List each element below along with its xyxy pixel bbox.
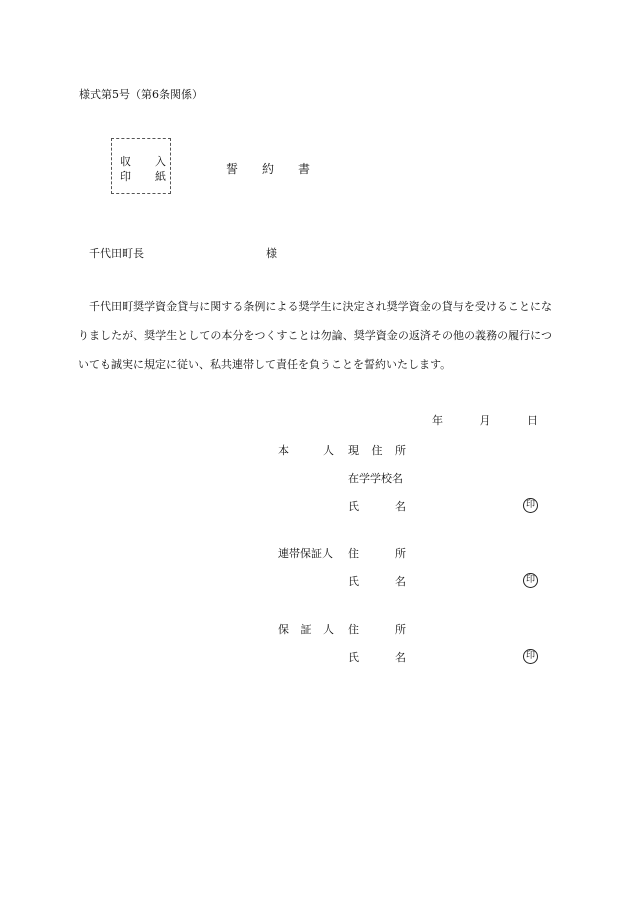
- date-month: 月: [479, 414, 491, 427]
- role-char: 人: [323, 623, 334, 636]
- label-current-address: [348, 442, 406, 458]
- seal-mark: 印: [523, 573, 538, 588]
- role-char: 人: [323, 444, 334, 457]
- label-char: 所: [395, 623, 406, 636]
- role-char: 保: [278, 623, 289, 636]
- role-char: 本: [278, 444, 289, 457]
- form-number: 様式第5号（第6条関係）: [79, 88, 203, 101]
- label-char: 氏: [348, 651, 359, 664]
- label-char: 名: [395, 575, 406, 588]
- label-joint-address: [348, 545, 406, 561]
- honorific: 様: [266, 247, 277, 260]
- date-year: 年: [432, 414, 443, 427]
- label-guarantor-name: [348, 649, 406, 665]
- title-char: 書: [297, 162, 310, 176]
- stamp-char: 印: [120, 170, 131, 183]
- document-title: [226, 160, 310, 177]
- label-char: 所: [395, 547, 406, 560]
- label-char: 住: [348, 547, 359, 560]
- label-principal-name: [348, 498, 406, 514]
- role-joint-guarantor: 連帯保証人: [278, 547, 333, 560]
- label-joint-name: [348, 573, 406, 589]
- title-char: 誓: [226, 162, 239, 176]
- date-line: [432, 412, 538, 428]
- role-guarantor: [278, 621, 334, 637]
- label-char: 名: [395, 651, 406, 664]
- label-school-name: 在学学校名: [348, 472, 403, 485]
- stamp-char: 紙: [155, 170, 166, 183]
- stamp-char: 入: [155, 155, 166, 168]
- label-char: 所: [395, 444, 406, 457]
- date-day: 日: [527, 414, 538, 427]
- label-guarantor-address: [348, 621, 406, 637]
- seal-mark: 印: [523, 498, 538, 513]
- role-char: 証: [300, 623, 312, 636]
- addressee: 千代田町長: [89, 247, 144, 260]
- pledge-body: 千代田町奨学資金貸与に関する条例による奨学生に決定され奨学資金の貸与を受けることになりましたが、奨学生としての本分をつくすことは勿論、奨学資金の返済その他の義務の履行についても誠実に規定に従い、私共連帯して責任を負うことを誓約いたします。: [78, 300, 552, 371]
- seal-mark: 印: [523, 649, 538, 664]
- label-char: 住: [348, 623, 359, 636]
- revenue-stamp-box: [111, 138, 171, 194]
- label-char: 住: [371, 444, 383, 457]
- label-char: 氏: [348, 500, 359, 513]
- title-char: 約: [261, 162, 274, 176]
- role-principal: [278, 442, 334, 458]
- stamp-char: 収: [120, 155, 131, 168]
- label-char: 名: [395, 500, 406, 513]
- label-char: 氏: [348, 575, 359, 588]
- label-char: 現: [348, 444, 359, 457]
